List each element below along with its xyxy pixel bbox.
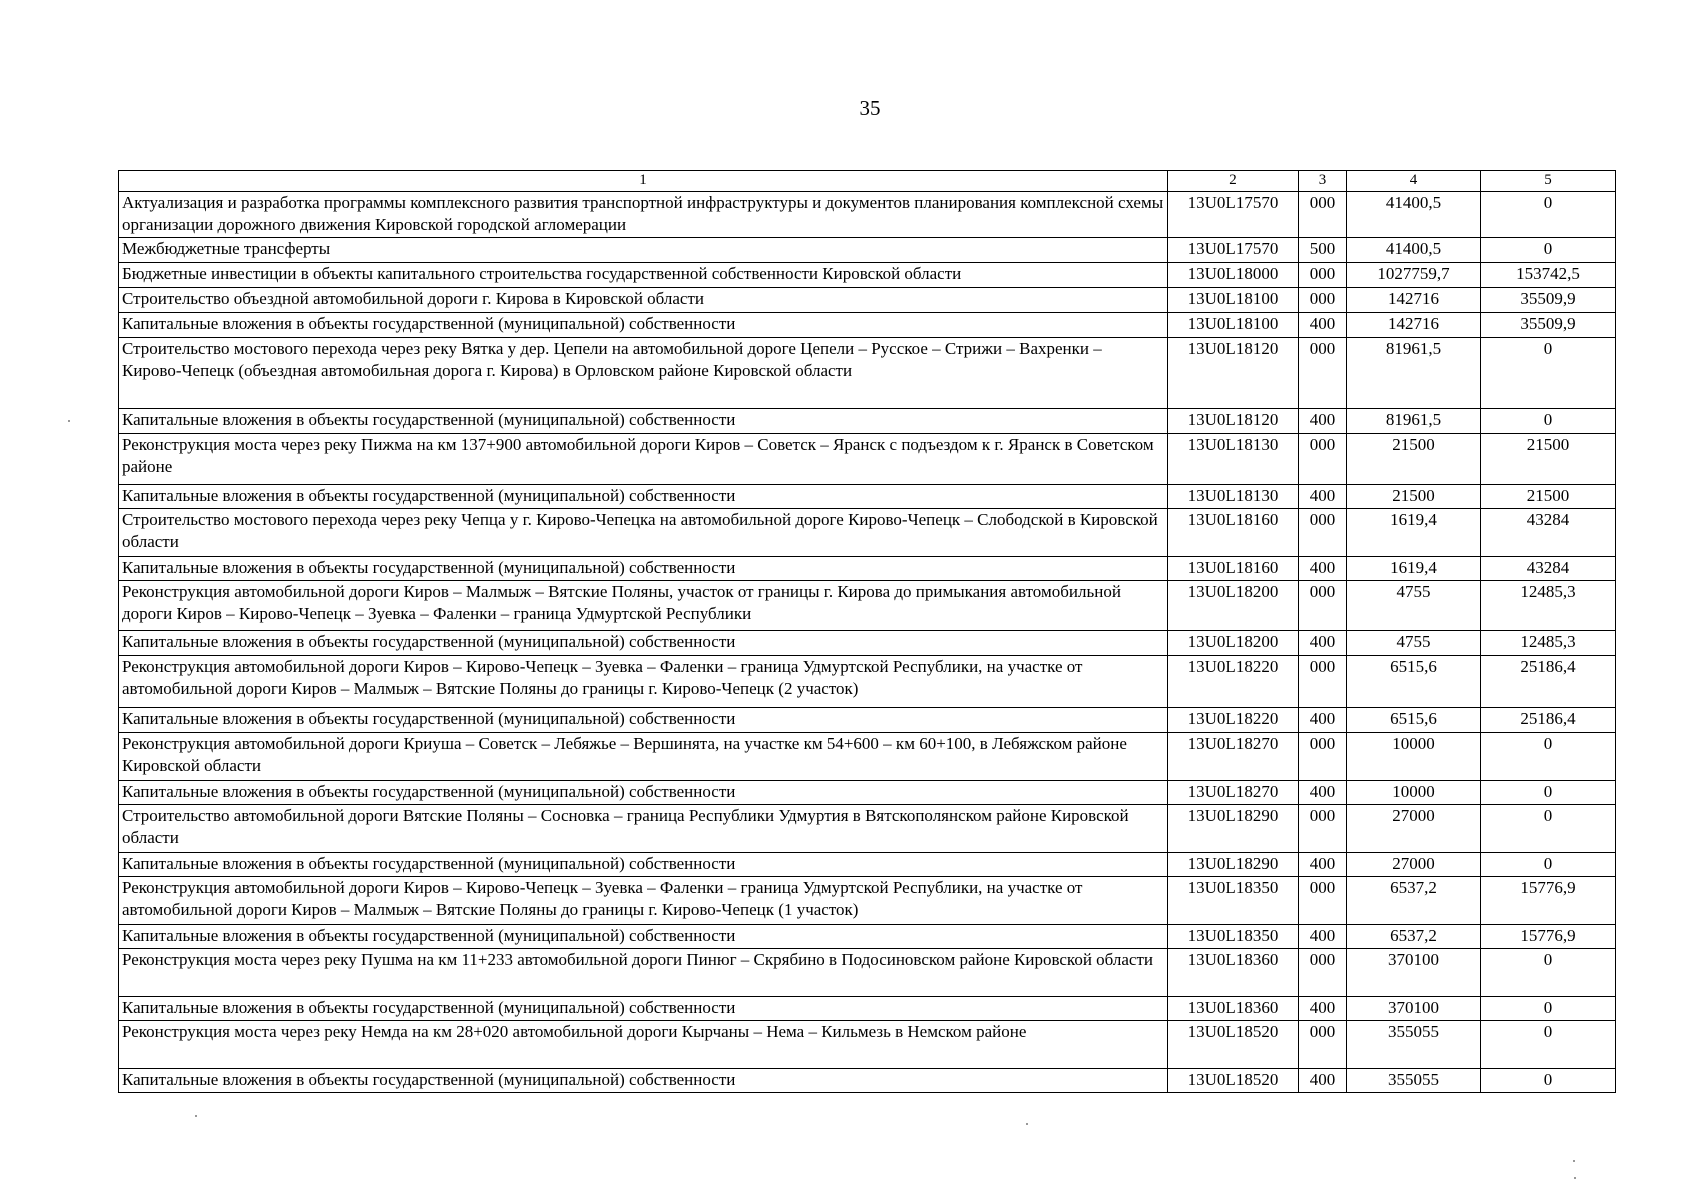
table-body: [119, 192, 1616, 1093]
row-name: Капитальные вложения в объекты государственной (муниципальной) собственности: [119, 925, 1168, 949]
table-row: [119, 557, 1616, 581]
row-name: Строительство объездной автомобильной дороги г. Кирова в Кировской области: [119, 288, 1168, 313]
row-value-5: 0: [1481, 1021, 1616, 1069]
row-code: 13U0L17570: [1168, 238, 1299, 263]
row-code: 13U0L18290: [1168, 853, 1299, 877]
row-value-5: 0: [1481, 409, 1616, 434]
row-value-5: 0: [1481, 192, 1616, 238]
row-value-4: 370100: [1347, 997, 1481, 1021]
row-value-4: 6515,6: [1347, 708, 1481, 733]
row-value-5: 25186,4: [1481, 656, 1616, 708]
table-row: [119, 263, 1616, 288]
row-value-5: 0: [1481, 805, 1616, 853]
row-code: 13U0L18160: [1168, 557, 1299, 581]
row-value-5: 0: [1481, 338, 1616, 409]
scan-speck: [1573, 1160, 1575, 1162]
row-code: 13U0L18290: [1168, 805, 1299, 853]
table-row: [119, 581, 1616, 631]
row-type: 000: [1299, 733, 1347, 781]
row-name: Актуализация и разработка программы комплексного развития транспортной инфраструктуры и документов планирования комплексной схемы организации дорожного движения Кировской городской агломерации: [119, 192, 1168, 238]
table-row: [119, 1021, 1616, 1069]
row-value-5: 0: [1481, 997, 1616, 1021]
row-value-5: 15776,9: [1481, 877, 1616, 925]
row-code: 13U0L18130: [1168, 485, 1299, 509]
row-code: 13U0L18000: [1168, 263, 1299, 288]
row-type: 500: [1299, 238, 1347, 263]
row-code: 13U0L17570: [1168, 192, 1299, 238]
row-value-4: 6515,6: [1347, 656, 1481, 708]
row-code: 13U0L18270: [1168, 781, 1299, 805]
table-row: [119, 434, 1616, 485]
row-type: 000: [1299, 877, 1347, 925]
row-value-5: 153742,5: [1481, 263, 1616, 288]
row-name: Капитальные вложения в объекты государственной (муниципальной) собственности: [119, 313, 1168, 338]
row-type: 000: [1299, 263, 1347, 288]
table-row: [119, 925, 1616, 949]
row-value-5: 0: [1481, 781, 1616, 805]
row-code: 13U0L18100: [1168, 313, 1299, 338]
row-name: Реконструкция моста через реку Пижма на км 137+900 автомобильной дороги Киров – Советск – Яранск с подъездом к г. Яранск в Советском районе: [119, 434, 1168, 485]
column-header: 5: [1481, 171, 1616, 192]
row-value-5: 43284: [1481, 509, 1616, 557]
row-value-4: 27000: [1347, 805, 1481, 853]
row-code: 13U0L18360: [1168, 997, 1299, 1021]
table-row: [119, 631, 1616, 656]
row-value-5: 12485,3: [1481, 581, 1616, 631]
table-row: [119, 1069, 1616, 1093]
row-name: Реконструкция автомобильной дороги Киров – Малмыж – Вятские Поляны, участок от границы г. Кирова до примыкания автомобильной дороги Киров – Кирово-Чепецк – Зуевка – Фаленки – граница Удмуртской Республики: [119, 581, 1168, 631]
row-type: 400: [1299, 313, 1347, 338]
row-name: Капитальные вложения в объекты государственной (муниципальной) собственности: [119, 781, 1168, 805]
row-value-4: 41400,5: [1347, 238, 1481, 263]
row-type: 400: [1299, 631, 1347, 656]
row-code: 13U0L18520: [1168, 1069, 1299, 1093]
row-value-5: 0: [1481, 733, 1616, 781]
row-name: Строительство мостового перехода через реку Чепца у г. Кирово-Чепецка на автомобильной дороге Кирово-Чепецк – Слободской в Кировской области: [119, 509, 1168, 557]
row-value-4: 6537,2: [1347, 925, 1481, 949]
table-row: [119, 409, 1616, 434]
row-code: 13U0L18200: [1168, 631, 1299, 656]
row-name: Капитальные вложения в объекты государственной (муниципальной) собственности: [119, 409, 1168, 434]
row-value-4: 81961,5: [1347, 338, 1481, 409]
scan-speck: [1026, 1123, 1028, 1125]
column-header: 4: [1347, 171, 1481, 192]
row-name: Межбюджетные трансферты: [119, 238, 1168, 263]
table-row: [119, 288, 1616, 313]
row-name: Капитальные вложения в объекты государственной (муниципальной) собственности: [119, 485, 1168, 509]
header-row: [119, 171, 1616, 192]
row-value-4: 21500: [1347, 485, 1481, 509]
row-type: 400: [1299, 925, 1347, 949]
column-header: 3: [1299, 171, 1347, 192]
row-value-5: 0: [1481, 1069, 1616, 1093]
row-code: 13U0L18350: [1168, 925, 1299, 949]
row-name: Реконструкция автомобильной дороги Криуша – Советск – Лебяжье – Вершинята, на участке км 54+600 – км 60+100, в Лебяжском районе Кировской области: [119, 733, 1168, 781]
table-row: [119, 338, 1616, 409]
row-value-5: 35509,9: [1481, 288, 1616, 313]
table-row: [119, 805, 1616, 853]
row-code: 13U0L18130: [1168, 434, 1299, 485]
table-row: [119, 238, 1616, 263]
scan-speck: [1574, 1177, 1576, 1179]
row-code: 13U0L18520: [1168, 1021, 1299, 1069]
row-name: Реконструкция автомобильной дороги Киров – Кирово-Чепецк – Зуевка – Фаленки – граница Удмуртской Республики, на участке от автомобильной дороги Киров – Малмыж – Вятские Поляны до границы г. Кирово-Чепецк (1 участок): [119, 877, 1168, 925]
row-name: Строительство автомобильной дороги Вятские Поляны – Сосновка – граница Республики Удмуртия в Вятскополянском районе Кировской области: [119, 805, 1168, 853]
page-number: 35: [859, 96, 881, 120]
row-name: Реконструкция автомобильной дороги Киров – Кирово-Чепецк – Зуевка – Фаленки – граница Удмуртской Республики, на участке от автомобильной дороги Киров – Малмыж – Вятские Поляны до границы г. Кирово-Чепецк (2 участок): [119, 656, 1168, 708]
table-row: [119, 708, 1616, 733]
row-value-5: 25186,4: [1481, 708, 1616, 733]
row-type: 000: [1299, 581, 1347, 631]
row-value-5: 0: [1481, 238, 1616, 263]
row-value-4: 10000: [1347, 733, 1481, 781]
table-row: [119, 656, 1616, 708]
row-value-4: 1619,4: [1347, 557, 1481, 581]
row-value-4: 355055: [1347, 1069, 1481, 1093]
row-code: 13U0L18160: [1168, 509, 1299, 557]
row-code: 13U0L18120: [1168, 338, 1299, 409]
row-name: Реконструкция моста через реку Пушма на км 11+233 автомобильной дороги Пинюг – Скрябино в Подосиновском районе Кировской области: [119, 949, 1168, 997]
row-value-4: 355055: [1347, 1021, 1481, 1069]
row-value-4: 142716: [1347, 288, 1481, 313]
row-value-5: 0: [1481, 949, 1616, 997]
row-name: Капитальные вложения в объекты государственной (муниципальной) собственности: [119, 631, 1168, 656]
row-name: Капитальные вложения в объекты государственной (муниципальной) собственности: [119, 708, 1168, 733]
row-type: 000: [1299, 949, 1347, 997]
row-type: 000: [1299, 434, 1347, 485]
row-code: 13U0L18200: [1168, 581, 1299, 631]
row-value-5: 12485,3: [1481, 631, 1616, 656]
row-value-4: 4755: [1347, 631, 1481, 656]
row-code: 13U0L18120: [1168, 409, 1299, 434]
row-value-4: 142716: [1347, 313, 1481, 338]
row-type: 000: [1299, 1021, 1347, 1069]
row-name: Реконструкция моста через реку Немда на км 28+020 автомобильной дороги Кырчаны – Нема – Кильмезь в Немском районе: [119, 1021, 1168, 1069]
row-type: 400: [1299, 1069, 1347, 1093]
row-value-5: 15776,9: [1481, 925, 1616, 949]
row-code: 13U0L18100: [1168, 288, 1299, 313]
row-value-4: 4755: [1347, 581, 1481, 631]
table-row: [119, 877, 1616, 925]
row-value-4: 370100: [1347, 949, 1481, 997]
row-type: 000: [1299, 192, 1347, 238]
row-type: 400: [1299, 485, 1347, 509]
budget-table: [118, 170, 1616, 1093]
row-value-5: 35509,9: [1481, 313, 1616, 338]
row-value-5: 0: [1481, 853, 1616, 877]
row-type: 000: [1299, 288, 1347, 313]
scan-speck: [68, 420, 70, 422]
row-code: 13U0L18220: [1168, 656, 1299, 708]
table-row: [119, 949, 1616, 997]
row-value-4: 81961,5: [1347, 409, 1481, 434]
row-type: 400: [1299, 557, 1347, 581]
table-row: [119, 853, 1616, 877]
table-row: [119, 509, 1616, 557]
row-value-4: 1619,4: [1347, 509, 1481, 557]
table-row: [119, 997, 1616, 1021]
row-code: 13U0L18220: [1168, 708, 1299, 733]
row-type: 400: [1299, 409, 1347, 434]
row-value-4: 27000: [1347, 853, 1481, 877]
row-code: 13U0L18360: [1168, 949, 1299, 997]
scan-speck: [195, 1115, 197, 1117]
row-name: Бюджетные инвестиции в объекты капитального строительства государственной собственности Кировской области: [119, 263, 1168, 288]
row-type: 400: [1299, 997, 1347, 1021]
row-value-4: 21500: [1347, 434, 1481, 485]
table-row: [119, 485, 1616, 509]
row-code: 13U0L18350: [1168, 877, 1299, 925]
row-value-5: 43284: [1481, 557, 1616, 581]
row-code: 13U0L18270: [1168, 733, 1299, 781]
row-name: Капитальные вложения в объекты государственной (муниципальной) собственности: [119, 997, 1168, 1021]
table-row: [119, 733, 1616, 781]
row-value-4: 10000: [1347, 781, 1481, 805]
row-type: 400: [1299, 853, 1347, 877]
row-type: 000: [1299, 656, 1347, 708]
row-value-4: 6537,2: [1347, 877, 1481, 925]
table-row: [119, 781, 1616, 805]
row-value-5: 21500: [1481, 485, 1616, 509]
row-value-5: 21500: [1481, 434, 1616, 485]
table-row: [119, 313, 1616, 338]
column-header: 1: [119, 171, 1168, 192]
row-type: 400: [1299, 708, 1347, 733]
row-name: Капитальные вложения в объекты государственной (муниципальной) собственности: [119, 557, 1168, 581]
row-name: Капитальные вложения в объекты государственной (муниципальной) собственности: [119, 853, 1168, 877]
row-type: 000: [1299, 338, 1347, 409]
row-type: 000: [1299, 509, 1347, 557]
table-row: [119, 192, 1616, 238]
row-name: Строительство мостового перехода через реку Вятка у дер. Цепели на автомобильной дороге Цепели – Русское – Стрижи – Вахренки – Кирово-Чепецк (объездная автомобильная дорога г. Кирова) в Орловском районе Кировской области: [119, 338, 1168, 409]
row-name: Капитальные вложения в объекты государственной (муниципальной) собственности: [119, 1069, 1168, 1093]
column-header: 2: [1168, 171, 1299, 192]
row-type: 000: [1299, 805, 1347, 853]
row-type: 400: [1299, 781, 1347, 805]
row-value-4: 41400,5: [1347, 192, 1481, 238]
row-value-4: 1027759,7: [1347, 263, 1481, 288]
